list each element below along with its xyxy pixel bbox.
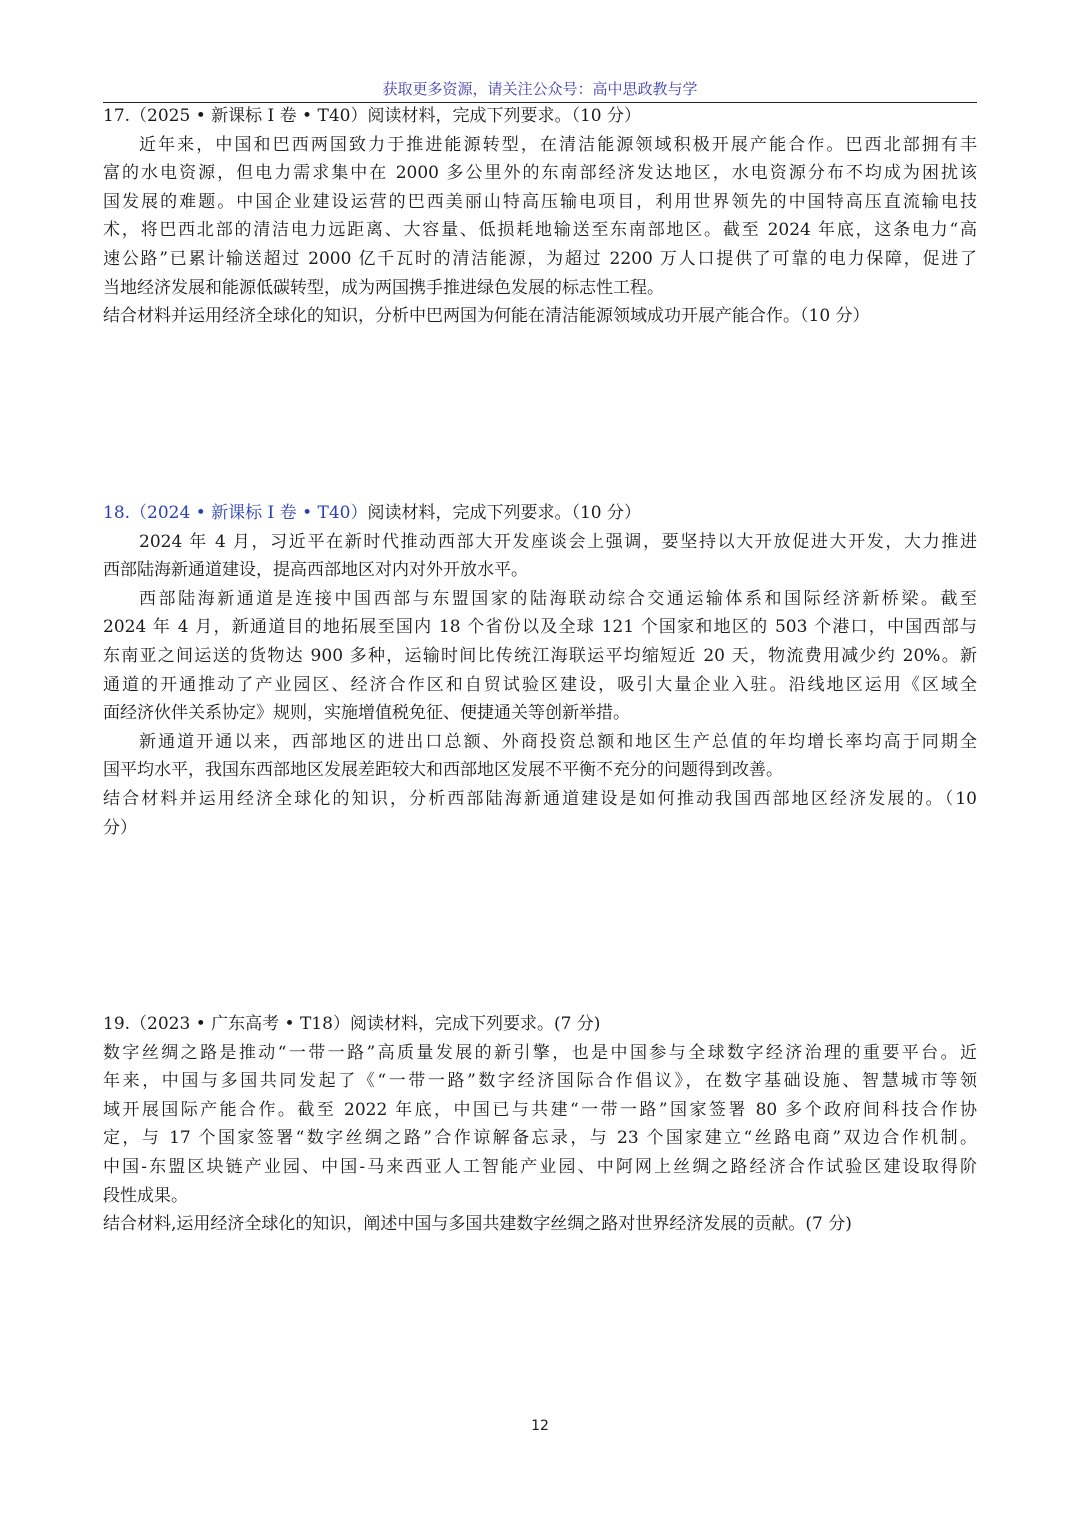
q18-material-line: 新通道开通以来，西部地区的进出口总额、外商投资总额和地区生产总值的年均增长率均高于同期全 (139, 731, 977, 752)
q19-material-line: 年来，中国与多国共同发起了《“一带一路”数字经济国际合作倡议》，在数字基础设施、智慧城市等领 (103, 1071, 977, 1092)
q17-material-line: 速公路”已累计输送超过 2000 亿千瓦时的清洁能源，为超过 2200 万人口提供了可靠的电力保障，促进了 (103, 248, 977, 269)
question-18-prompt: 结合材料并运用经济全球化的知识，分析西部陆海新通道建设是如何推动我国西部地区经济发展的。（10 (103, 788, 977, 809)
question-17 (103, 102, 977, 331)
question-19 (103, 1010, 977, 1239)
question-17-prompt: 结合材料并运用经济全球化的知识，分析中巴两国为何能在清洁能源领域成功开展产能合作。（10 分） (103, 306, 870, 327)
q18-material-line: 西部陆海新通道是连接中国西部与东盟国家的陆海联动综合交通运输体系和国际经济新桥梁。截至 (139, 588, 977, 609)
question-18-title (103, 499, 977, 528)
q17-material-line: 富的水电资源，但电力需求集中在 2000 多公里外的东南部经济发达地区，水电资源分布不均成为困扰该 (103, 163, 977, 184)
q18-material-line: 国平均水平，我国东西部地区发展差距较大和西部地区发展不平衡不充分的问题得到改善。 (103, 760, 783, 781)
q19-material-line: 定，与 17 个国家签署“数字丝绸之路”合作谅解备忘录，与 23 个国家建立“丝路电商”双边合作机制。 (103, 1128, 977, 1149)
q18-material-line: 东南亚之间运送的货物达 900 多种，运输时间比传统江海联运平均缩短近 20 天，物流费用减少约 20%。新 (103, 645, 977, 666)
question-19-prompt: 结合材料,运用经济全球化的知识，阐述中国与多国共建数字丝绸之路对世界经济发展的贡献。(7 分) (103, 1214, 852, 1235)
q17-material-line: 当地经济发展和能源低碳转型，成为两国携手推进绿色发展的标志性工程。 (103, 277, 664, 298)
q17-material-line: 国发展的难题。中国企业建设运营的巴西美丽山特高压输电项目，利用世界领先的中国特高压直流输电技 (103, 191, 977, 212)
q18-material-line: 面经济伙伴关系协定》规则，实施增值税免征、便捷通关等创新举措。 (103, 703, 630, 724)
q19-material-line: 段性成果。 (103, 1185, 188, 1206)
q19-material-line: 中国-东盟区块链产业园、中国-马来西亚人工智能产业园、中阿网上丝绸之路经济合作试验区建设取得阶 (103, 1156, 977, 1177)
question-18-source: （2024 • 新课标 I 卷 • T40） (130, 503, 368, 523)
q19-material-line: 数字丝绸之路是推动“一带一路”高质量发展的新引擎，也是中国参与全球数字经济治理的重要平台。近 (103, 1042, 977, 1063)
q18-material-line: 西部陆海新通道建设，提高西部地区对内对外开放水平。 (103, 560, 528, 581)
q17-material-line: 术，将巴西北部的清洁电力远距离、大容量、低损耗地输送至东南部地区。截至 2024 年底，这条电力“高 (103, 220, 977, 241)
question-17-title: 17.（2025 • 新课标 I 卷 • T40）阅读材料，完成下列要求。（10 分） (103, 106, 641, 126)
question-19-title: 19.（2023 • 广东高考 • T18）阅读材料，完成下列要求。(7 分) (103, 1014, 601, 1034)
page-header: 获取更多资源，请关注公众号：高中思政教与学 (103, 78, 977, 103)
q18-material-line: 2024 年 4 月，习近平在新时代推动西部大开发座谈会上强调，要坚持以大开放促进大开发，大力推进 (139, 531, 977, 552)
question-18 (103, 499, 977, 842)
q19-material-line: 域开展国际产能合作。截至 2022 年底，中国已与共建“一带一路”国家签署 80 多个政府间科技合作协 (103, 1099, 977, 1120)
question-18-prompt-cont: 分） (103, 817, 137, 838)
q18-material-line: 通道的开通推动了产业园区、经济合作区和自贸试验区建设，吸引大量企业入驻。沿线地区运用《区域全 (103, 674, 977, 695)
question-18-title-rest: 阅读材料，完成下列要求。（10 分） (367, 503, 642, 523)
q17-material-line: 近年来，中国和巴西两国致力于推进能源转型，在清洁能源领域积极开展产能合作。巴西北部拥有丰 (139, 134, 977, 155)
page-number: 12 (531, 1418, 549, 1434)
question-18-number: 18. (103, 503, 131, 523)
q18-material-line: 2024 年 4 月，新通道目的地拓展至国内 18 个省份以及全球 121 个国家和地区的 503 个港口，中国西部与 (103, 617, 977, 638)
